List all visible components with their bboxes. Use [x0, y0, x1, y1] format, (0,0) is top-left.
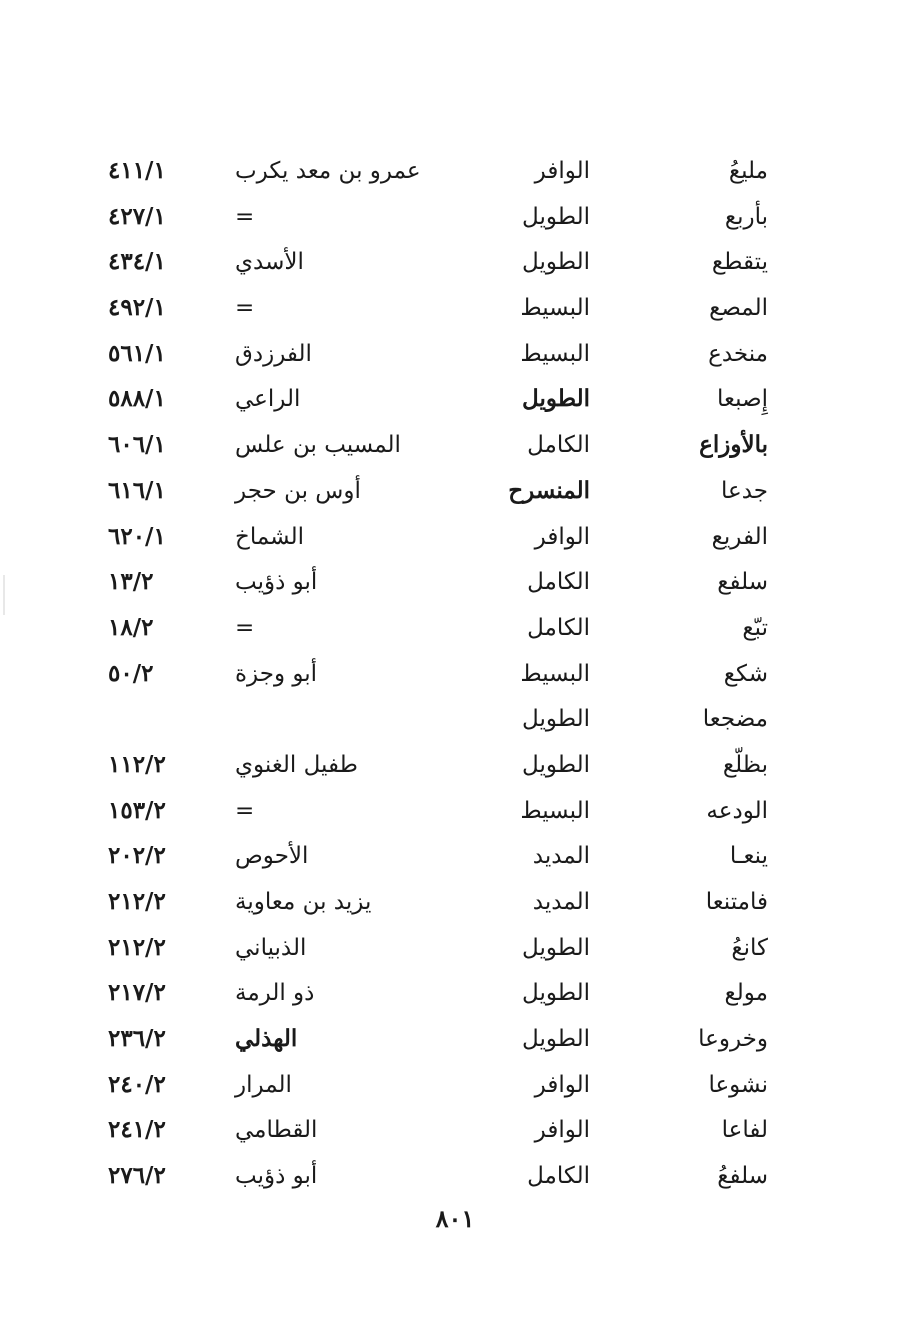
table-row: [100, 194, 780, 240]
page-reference: ٢٤٠/٢: [108, 1070, 166, 1098]
table-row: [100, 970, 780, 1016]
table-row: [100, 285, 780, 331]
meter: الوافر: [534, 1117, 590, 1144]
poet: الذبياني: [235, 934, 307, 961]
page-reference: ٦٢٠/١: [108, 522, 166, 550]
meter: الطويل: [522, 203, 590, 230]
rhyme-word: منخدع: [708, 340, 768, 367]
poet: أبو ذؤيب: [235, 1163, 318, 1190]
page-reference: ١٣/٢: [108, 568, 154, 596]
page-reference: ٥٠/٢: [108, 659, 154, 687]
table-row: [100, 468, 780, 514]
meter: الوافر: [534, 158, 590, 184]
page-reference: ٦٠٦/١: [108, 431, 166, 459]
table-row: [100, 1062, 780, 1108]
poet: المرار: [235, 1071, 292, 1098]
poet: أوس بن حجر: [235, 477, 361, 504]
page-reference: ٢٠٢/٢: [108, 842, 166, 870]
table-row: [100, 925, 780, 971]
meter: البسيط: [520, 340, 590, 367]
meter: الكامل: [527, 614, 590, 641]
meter: البسيط: [520, 797, 590, 824]
table-row: [100, 605, 780, 651]
scan-edge-mark: [3, 575, 5, 615]
rhyme-word: جدعا: [720, 477, 768, 504]
table-row: [100, 1153, 780, 1199]
meter: المديد: [532, 843, 590, 870]
rhyme-word: بظلّع: [722, 751, 768, 778]
meter: الطويل: [522, 980, 590, 1007]
rhyme-word: الودعه: [706, 797, 768, 824]
page-reference: ١٨/٢: [108, 613, 154, 641]
meter: الطويل: [522, 706, 590, 733]
rhyme-word: شكع: [723, 660, 768, 687]
poet: الهذلي: [235, 1025, 298, 1053]
rhyme-word: فامتنعا: [705, 889, 768, 915]
page-reference: ٦١٦/١: [108, 476, 166, 504]
table-row: [100, 422, 780, 468]
page-reference: ٢١٢/٢: [108, 888, 166, 915]
poet: طفيل الغنوي: [235, 751, 358, 778]
table-row: [100, 376, 780, 422]
page-reference: ٥٨٨/١: [108, 385, 166, 413]
rhyme-word: سلفع: [717, 569, 768, 596]
poet: الأحوص: [235, 843, 309, 870]
rhyme-word: مليعُ: [728, 158, 768, 184]
meter: الوافر: [534, 523, 590, 550]
page-reference: ١١٢/٢: [108, 750, 166, 778]
page-reference: ٤٣٤/١: [108, 248, 166, 276]
poet: أبو وجزة: [235, 660, 318, 687]
table-row: [100, 1107, 780, 1153]
rhyme-word: كانعُ: [731, 934, 768, 961]
rhyme-word: بالأوزاع: [699, 431, 768, 459]
meter: المنسرح: [508, 476, 590, 504]
page-number: ٨٠١: [435, 1204, 475, 1233]
page-reference: ١٥٣/٢: [108, 796, 166, 824]
table-row: [100, 559, 780, 605]
meter: الطويل: [522, 934, 590, 961]
table-row: [100, 148, 780, 194]
meter: الوافر: [534, 1071, 590, 1098]
rhyme-word: مولع: [724, 980, 768, 1007]
poet: الشماخ: [235, 523, 305, 550]
meter: البسيط: [520, 660, 590, 687]
poet: القطامي: [235, 1117, 318, 1144]
page-reference: ٢٧٦/٢: [108, 1162, 166, 1190]
poet: =: [235, 797, 255, 824]
poet: =: [235, 614, 255, 641]
poet: الأسدي: [235, 249, 304, 276]
poet: الفرزدق: [235, 340, 312, 367]
rhyme-word: تبّع: [742, 614, 768, 641]
meter: الكامل: [527, 432, 590, 459]
table-row: [100, 514, 780, 560]
meter: الكامل: [527, 569, 590, 596]
poet: أبو ذؤيب: [235, 569, 318, 596]
rhyme-word: ينعـا: [729, 843, 768, 870]
page-reference: ٢١٢/٢: [108, 933, 166, 961]
poet: ذو الرمة: [235, 980, 315, 1007]
poet: يزيد بن معاوية: [235, 889, 372, 915]
rhyme-word: المصع: [709, 295, 768, 322]
page-reference: ٤٢٧/١: [108, 202, 166, 230]
meter: الطويل: [522, 385, 590, 413]
rhyme-word: لفاعا: [721, 1117, 768, 1144]
poet: =: [235, 295, 255, 322]
rhyme-word: بأربع: [724, 203, 768, 230]
poet: عمرو بن معد يكرب: [235, 158, 421, 184]
table-row: [100, 879, 780, 925]
table-row: [100, 239, 780, 285]
table-row: [100, 696, 780, 742]
table-row: [100, 651, 780, 697]
table-row: [100, 742, 780, 788]
page-reference: ٥٦١/١: [108, 339, 166, 367]
meter: الطويل: [522, 1026, 590, 1053]
table-row: [100, 1016, 780, 1062]
table-row: [100, 331, 780, 377]
meter: البسيط: [520, 295, 590, 322]
rhyme-word: إِصبعا: [717, 386, 768, 413]
page-reference: ٢٤١/٢: [108, 1116, 166, 1144]
rhyme-word: الفريع: [711, 523, 768, 550]
meter: الكامل: [527, 1163, 590, 1190]
rhyme-word: سلفعُ: [717, 1163, 768, 1190]
page-reference: ٤٩٢/١: [108, 294, 166, 322]
page-reference: ٤١١/١: [108, 157, 166, 184]
poet: الراعي: [235, 386, 301, 413]
page-reference: ٢١٧/٢: [108, 979, 166, 1007]
verse-index-table: [100, 148, 780, 1199]
rhyme-word: وخروعا: [698, 1026, 768, 1053]
meter: الطويل: [522, 751, 590, 778]
meter: الطويل: [522, 249, 590, 276]
poet: =: [235, 203, 255, 230]
rhyme-word: يتقطع: [711, 249, 768, 276]
rhyme-word: مضجعا: [702, 706, 768, 733]
page-reference: ٢٣٦/٢: [108, 1025, 166, 1053]
rhyme-word: نشوعا: [708, 1071, 768, 1098]
meter: المديد: [532, 889, 590, 915]
table-row: [100, 833, 780, 879]
poet: المسيب بن علس: [235, 432, 401, 459]
table-row: [100, 788, 780, 834]
